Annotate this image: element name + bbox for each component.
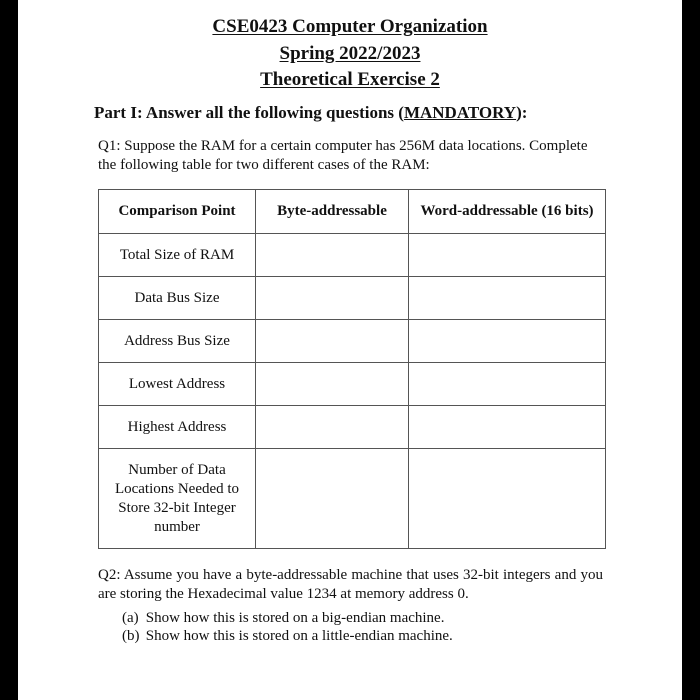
table-row xyxy=(99,320,606,363)
part-b-label: (b) xyxy=(122,628,140,644)
table-row xyxy=(99,234,606,277)
answer-cell-word xyxy=(409,277,606,320)
answer-cell-byte xyxy=(256,406,409,449)
answer-cell-word xyxy=(409,363,606,406)
column-header-word-addressable: Word-addressable (16 bits) xyxy=(409,190,606,234)
row-label xyxy=(99,449,256,549)
row-label: Total Size of RAM xyxy=(99,234,256,277)
row-label: Data Bus Size xyxy=(99,277,256,320)
comparison-table xyxy=(98,189,606,549)
answer-cell-byte xyxy=(256,363,409,406)
row-label-line: Number of Data xyxy=(128,461,226,478)
question-1-line: the following table for two different cases of the RAM: xyxy=(98,157,430,173)
row-label: Lowest Address xyxy=(99,363,256,406)
part-heading xyxy=(94,103,527,123)
answer-cell-byte xyxy=(256,277,409,320)
mandatory-label: MANDATORY xyxy=(403,103,517,122)
course-title: CSE0423 Computer Organization xyxy=(212,16,488,37)
column-header-comparison-point: Comparison Point xyxy=(99,190,256,234)
table-row xyxy=(99,363,606,406)
answer-cell-byte xyxy=(256,449,409,549)
part-b-text: Show how this is stored on a little-endian machine. xyxy=(145,628,453,644)
part-heading-prefix: Part I: Answer all the following questions ( xyxy=(94,103,404,122)
answer-cell-word xyxy=(409,234,606,277)
row-label-line: Locations Needed to xyxy=(114,480,240,497)
answer-cell-word xyxy=(409,406,606,449)
answer-cell-word xyxy=(409,320,606,363)
question-1 xyxy=(98,137,618,175)
row-label: Address Bus Size xyxy=(99,320,256,363)
question-2: Q2: Assume you have a byte-addressable machine that uses 32-bit integers and you are storing the Hexadecimal value 1234 at memory address 0. xyxy=(98,567,603,602)
answer-cell-byte xyxy=(256,320,409,363)
answer-cell-byte xyxy=(256,234,409,277)
row-label: Highest Address xyxy=(99,406,256,449)
part-a-label: (a) xyxy=(122,610,139,626)
question-2-part-b xyxy=(122,628,453,645)
row-label-line: Store 32-bit Integer xyxy=(118,499,236,516)
answer-cell-word xyxy=(409,449,606,549)
row-label-line: number xyxy=(154,518,200,535)
table-row xyxy=(99,406,606,449)
column-header-byte-addressable: Byte-addressable xyxy=(256,190,409,234)
table-header-row xyxy=(99,190,606,234)
table-row xyxy=(99,449,606,549)
question-2-part-a xyxy=(122,610,444,627)
exercise-title: Theoretical Exercise 2 xyxy=(260,69,440,90)
document-page xyxy=(18,0,682,700)
part-heading-suffix: ): xyxy=(516,103,528,122)
part-a-text: Show how this is stored on a big-endian machine. xyxy=(145,610,445,626)
table-row xyxy=(99,277,606,320)
term-title: Spring 2022/2023 xyxy=(279,43,421,64)
question-1-line: Q1: Suppose the RAM for a certain computer has 256M data locations. Complete xyxy=(98,138,588,154)
